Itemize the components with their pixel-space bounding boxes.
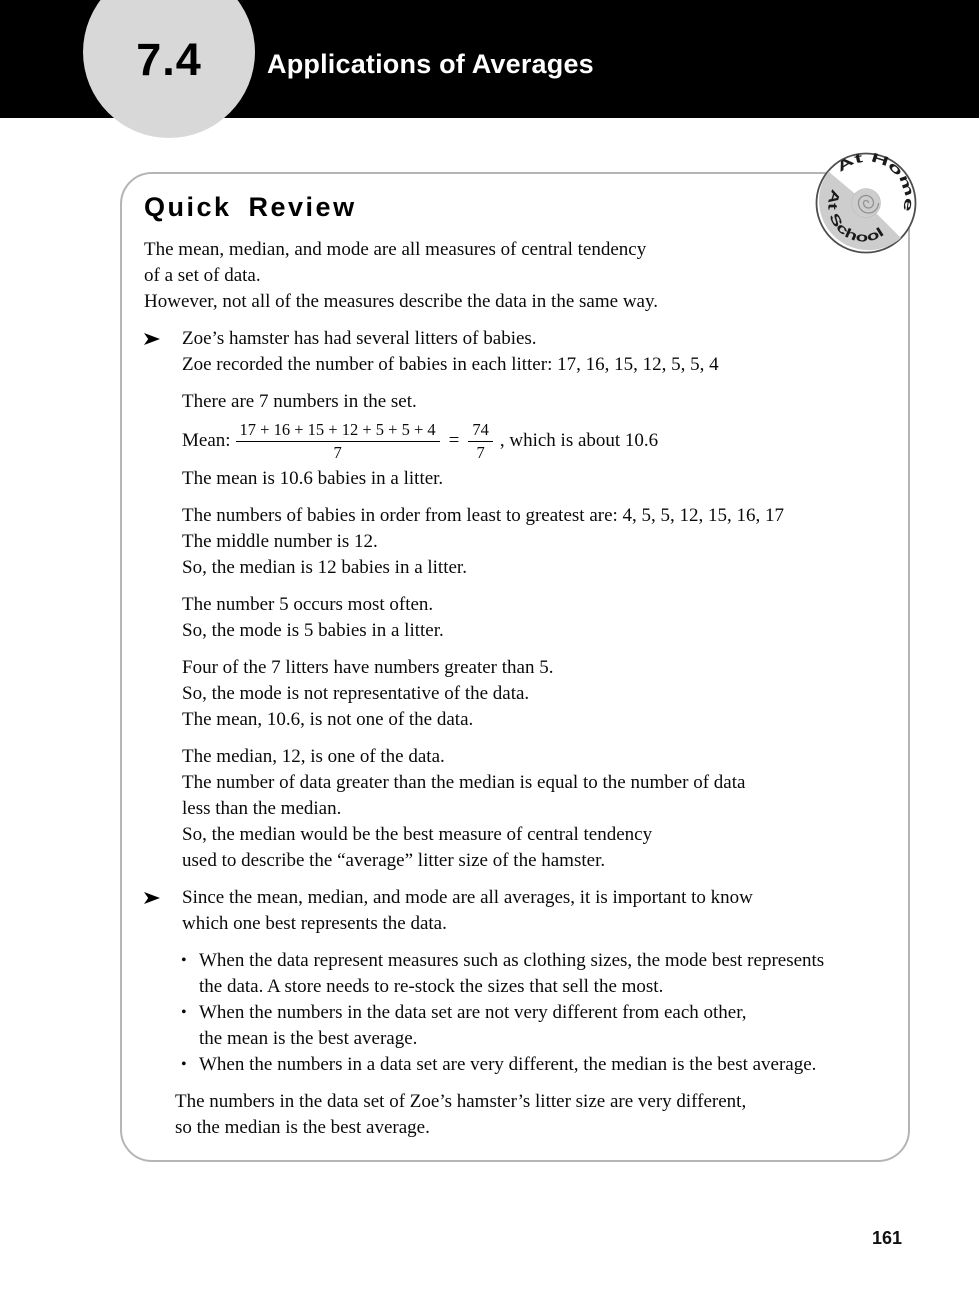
text-line: Zoe’s hamster has had several litters of babies. <box>182 328 537 349</box>
lesson-header <box>0 0 979 118</box>
text-line: used to describe the “average” litter size of the hamster. <box>182 850 606 871</box>
quick-review-title: Quick Review <box>144 192 357 222</box>
median-evaluation-paragraph <box>182 744 886 874</box>
intro-paragraph <box>144 237 886 315</box>
count-paragraph <box>182 389 886 415</box>
list-item <box>181 1000 886 1026</box>
closing-paragraph <box>175 1089 886 1141</box>
text-line: The numbers in the data set of Zoe’s hamster’s litter size are very different, <box>175 1091 747 1112</box>
mode-paragraph <box>182 592 886 644</box>
text-line: Four of the 7 litters have numbers greater than 5. <box>182 657 554 678</box>
text-line: the data. A store needs to re-stock the sizes that sell the most. <box>199 976 664 997</box>
lesson-title: Applications of Averages <box>267 49 594 79</box>
mean-fraction <box>236 420 440 462</box>
arrow-bullet-icon <box>144 885 182 905</box>
dot-bullet-icon: • <box>181 1056 187 1073</box>
text-line: The mean, 10.6, is not one of the data. <box>182 709 474 730</box>
list-item <box>181 1052 886 1078</box>
list-item <box>181 948 886 974</box>
lesson-number-badge <box>83 0 255 138</box>
text-line: The number 5 occurs most often. <box>182 594 434 615</box>
text-line: The median, 12, is one of the data. <box>182 746 445 767</box>
text-line: The numbers of babies in order from least to greatest are: 4, 5, 5, 12, 15, 16, 17 <box>182 505 785 526</box>
arrow-paragraph-text <box>182 885 753 937</box>
text-line: When the numbers in the data set are not very different from each other, <box>199 1002 747 1023</box>
arrow-paragraph-hamster <box>144 326 886 378</box>
text-line: When the numbers in a data set are very different, the median is the best average. <box>199 1054 817 1075</box>
text-line: The mean, median, and mode are all measures of central tendency <box>144 239 647 260</box>
text-line: So, the median would be the best measure of central tendency <box>182 824 653 845</box>
text-line: the mean is the best average. <box>199 1028 418 1049</box>
median-paragraph <box>182 503 886 581</box>
text-line: of a set of data. <box>144 265 261 286</box>
quick-review-box <box>120 172 910 1162</box>
fraction-denominator: 7 <box>333 442 342 462</box>
badge-bottom-text: At School <box>825 187 885 245</box>
at-home-at-school-badge <box>810 147 922 264</box>
fraction-numerator: 74 <box>468 420 493 441</box>
lesson-number: 7.4 <box>136 34 202 85</box>
text-line: Zoe recorded the number of babies in each litter: 17, 16, 15, 12, 5, 5, 4 <box>182 354 719 375</box>
badge-top-text: At Home <box>833 149 918 207</box>
result-fraction <box>468 420 493 462</box>
fraction-numerator: 17 + 16 + 15 + 12 + 5 + 5 + 4 <box>236 420 440 441</box>
text-line: The mean is 10.6 babies in a litter. <box>182 468 444 489</box>
dot-bullet-icon: • <box>181 952 187 969</box>
page-number: 161 <box>872 1228 903 1248</box>
dot-bullet-icon: • <box>181 1004 187 1021</box>
bullet-list <box>144 948 886 1078</box>
text-line: So, the median is 12 babies in a litter. <box>182 557 467 578</box>
disc-icon <box>810 147 922 259</box>
text-line: The middle number is 12. <box>182 531 378 552</box>
mean-result-paragraph <box>182 466 886 492</box>
text-line: However, not all of the measures describe the data in the same way. <box>144 291 658 312</box>
mean-label: Mean: <box>182 430 231 451</box>
text-line: When the data represent measures such as clothing sizes, the mode best represents <box>199 950 825 971</box>
text-line: less than the median. <box>182 798 342 819</box>
text-line: Since the mean, median, and mode are all averages, it is important to know <box>182 887 753 908</box>
arrow-paragraph-text <box>182 326 719 378</box>
text-line: There are 7 numbers in the set. <box>182 391 417 412</box>
mode-evaluation-paragraph <box>182 655 886 733</box>
text-line: The number of data greater than the median is equal to the number of data <box>182 772 746 793</box>
text-line: which one best represents the data. <box>182 913 447 934</box>
text-line: So, the mode is 5 babies in a litter. <box>182 620 444 641</box>
text-line: So, the mode is not representative of the data. <box>182 683 530 704</box>
mean-suffix: , which is about 10.6 <box>499 430 659 451</box>
text-line: so the median is the best average. <box>175 1117 430 1138</box>
arrow-bullet-icon <box>144 326 182 346</box>
equals-sign: = <box>448 430 460 451</box>
mean-calculation <box>182 420 886 462</box>
arrow-paragraph-averages <box>144 885 886 937</box>
fraction-denominator: 7 <box>476 442 485 462</box>
